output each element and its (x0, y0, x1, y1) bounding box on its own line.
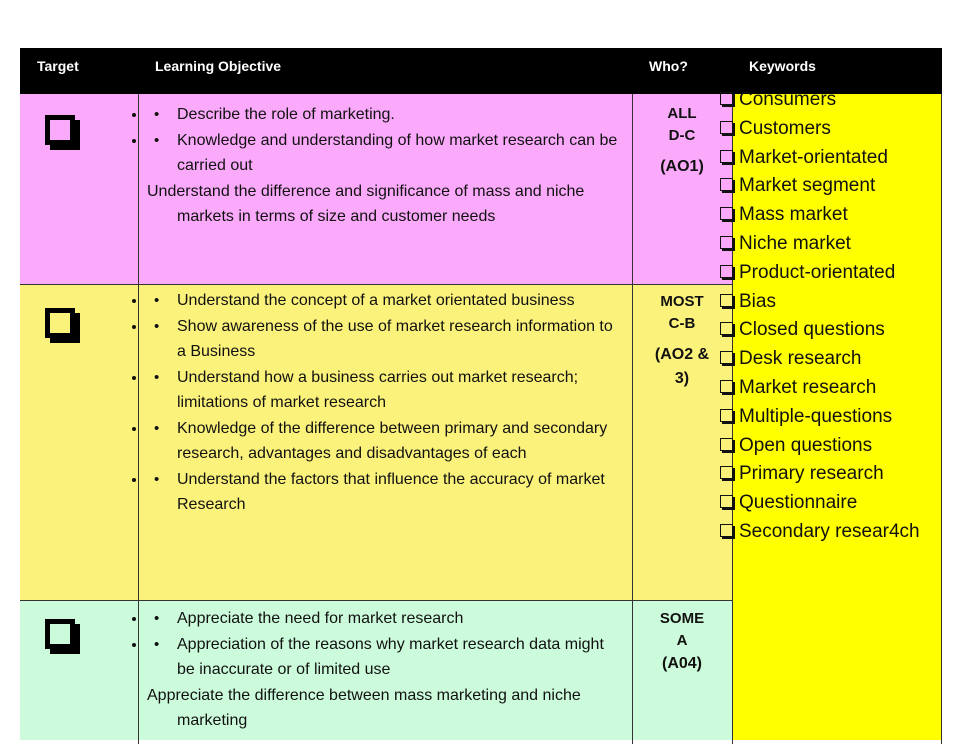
row-divider (20, 284, 732, 285)
who-level: MOST (660, 293, 704, 310)
checkbox-icon (720, 121, 733, 134)
who-grade: D-C (668, 127, 696, 144)
keyword-item: Product-orientated (720, 259, 925, 288)
checkbox-icon (720, 495, 733, 508)
objective-item: • • Knowledge of the difference between primary and secondary research, advantages and disadvantages of each (147, 416, 625, 467)
checkbox-icon (720, 438, 733, 451)
objective-item: • • Appreciation of the reasons why market research data might be inaccurate or of limited use (147, 632, 625, 683)
keyword-item: Desk research (720, 345, 925, 374)
objectives-some (147, 606, 625, 734)
who-ao: (A04) (661, 655, 702, 672)
checkbox-icon (720, 294, 733, 307)
column-divider (138, 94, 139, 744)
who-most (632, 291, 732, 391)
checkbox-icon (720, 265, 733, 278)
objective-item: • • Show awareness of the use of market research information to a Business (147, 314, 625, 365)
keyword-item: Market segment (720, 172, 925, 201)
objective-item: • • Understand how a business carries out market research; limitations of market research (147, 365, 625, 416)
checkbox-icon (720, 92, 733, 105)
column-divider (941, 94, 942, 744)
objectives-most (147, 288, 625, 518)
checkbox-icon (720, 150, 733, 163)
keyword-item: Bias (720, 288, 925, 317)
keyword-item: Questionnaire (720, 489, 925, 518)
objective-item: • • Understand the factors that influence the accuracy of market Research (147, 467, 625, 518)
header-keywords-label: Keywords (749, 58, 816, 74)
checkbox-icon (720, 524, 733, 537)
checkbox-icon (720, 178, 733, 191)
keyword-item: Market research (720, 374, 925, 403)
objective-item: • • Describe the role of marketing. (147, 102, 625, 128)
checkbox-icon (720, 466, 733, 479)
checkbox-icon (720, 322, 733, 335)
header-who-label: Who? (649, 58, 688, 74)
checkbox-icon (720, 207, 733, 220)
header-target-label: Target (37, 58, 79, 74)
who-ao: (AO2 & 3) (654, 346, 710, 387)
target-checkbox-icon[interactable] (45, 619, 75, 649)
keyword-item: Consumers (720, 86, 925, 115)
keyword-item: Open questions (720, 432, 925, 461)
checkbox-icon (720, 380, 733, 393)
who-ao: (AO1) (660, 158, 704, 175)
header-who (632, 48, 732, 94)
keyword-item: Multiple-questions (720, 403, 925, 432)
objective-item: • • Knowledge and understanding of how market research can be carried out (147, 128, 625, 179)
keywords-list (720, 86, 925, 547)
objectives-all (147, 102, 625, 230)
objective-item: • • Understand the concept of a market orientated business (147, 288, 625, 314)
who-some (632, 608, 732, 676)
who-level: SOME (659, 610, 705, 627)
keyword-item: Closed questions (720, 316, 925, 345)
keyword-item: Customers (720, 115, 925, 144)
keyword-item: Secondary resear4ch (720, 518, 925, 547)
keyword-item: Mass market (720, 201, 925, 230)
header-objective-label: Learning Objective (155, 58, 282, 74)
checkbox-icon (720, 351, 733, 364)
checkbox-icon (720, 409, 733, 422)
objective-item: • • Appreciate the need for market research (147, 606, 625, 632)
objective-item: Understand the difference and significance of mass and niche markets in terms of size and customer needs (147, 182, 585, 225)
who-level: ALL (667, 105, 697, 122)
checkbox-icon (720, 236, 733, 249)
target-checkbox-icon[interactable] (45, 115, 75, 145)
who-grade: A (676, 632, 688, 649)
who-all (632, 103, 732, 179)
header-target (20, 48, 138, 94)
keyword-item: Niche market (720, 230, 925, 259)
keyword-item: Primary research (720, 460, 925, 489)
row-divider (20, 600, 732, 601)
who-grade: C-B (668, 315, 696, 332)
header-objective (138, 48, 632, 94)
target-checkbox-icon[interactable] (45, 308, 75, 338)
objective-item: Appreciate the difference between mass marketing and niche marketing (147, 686, 581, 729)
keyword-item: Market-orientated (720, 144, 925, 173)
